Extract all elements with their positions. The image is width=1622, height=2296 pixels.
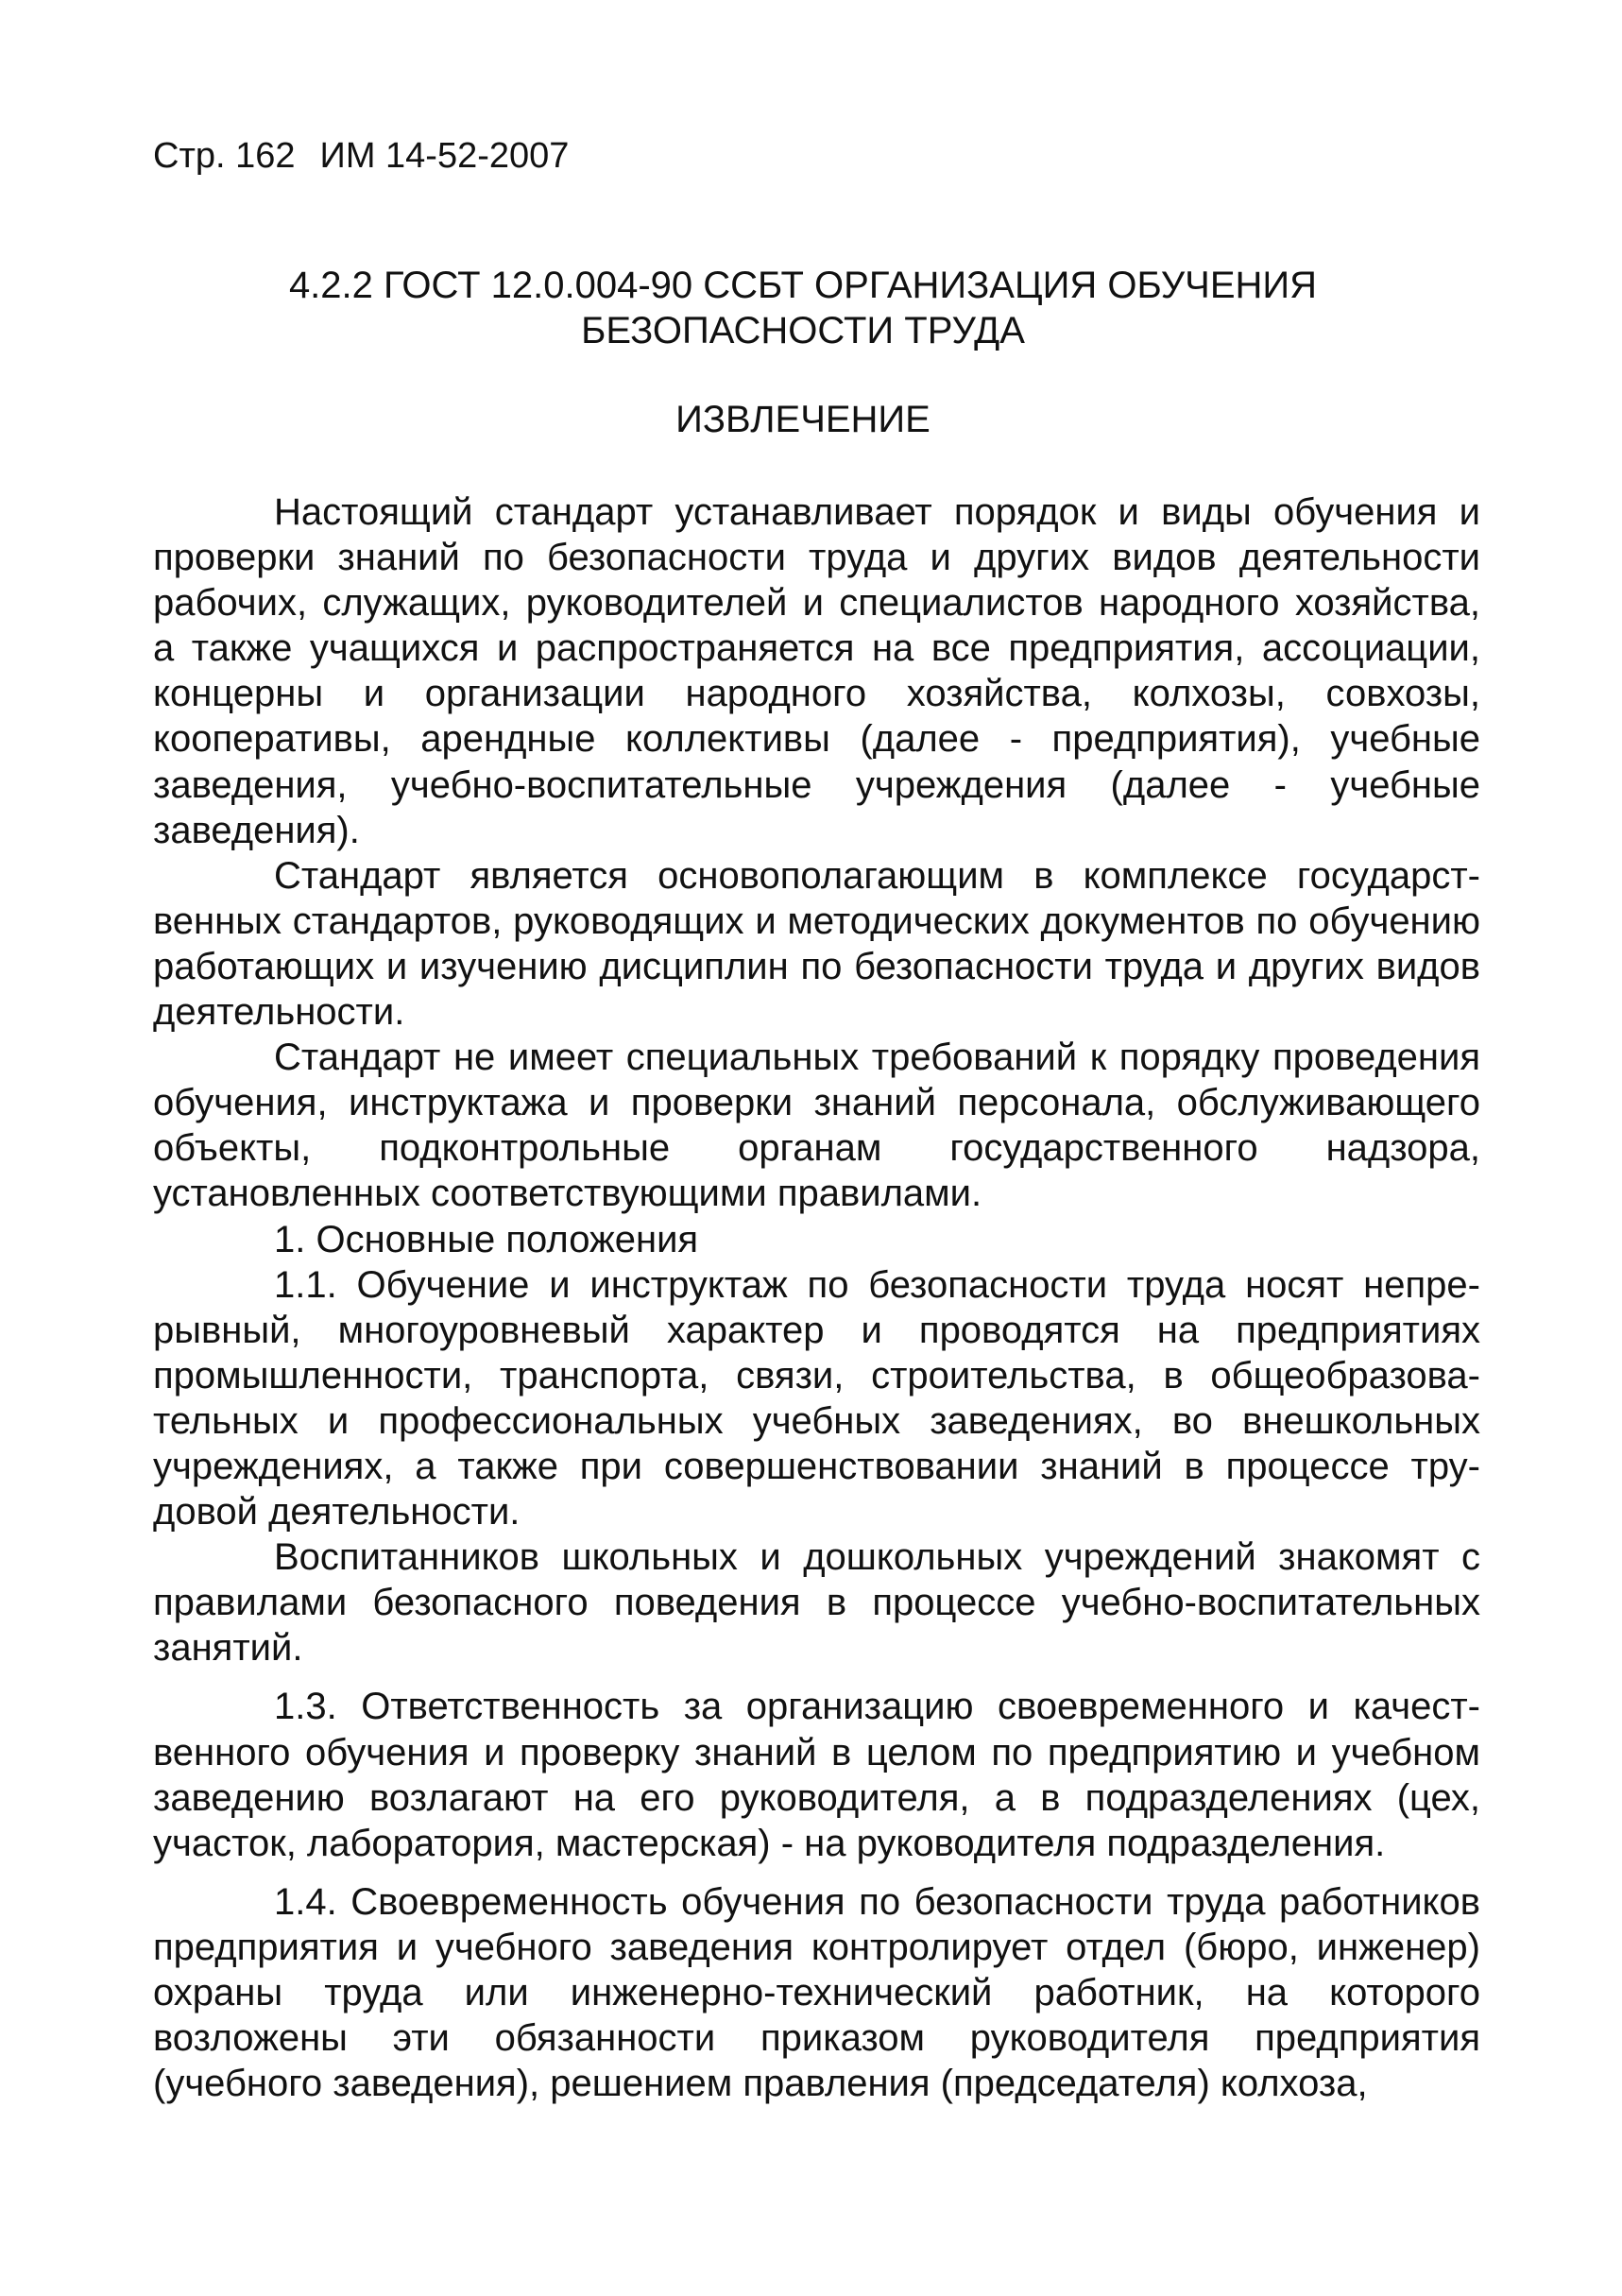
extract-heading: ИЗВЛЕЧЕНИЕ [675, 399, 931, 440]
paragraph-scope: Настоящий стандарт устанавливает порядок и виды обучения и проверки знаний по безопасности труда и других видов деятельности рабочих, служащих, руководителей и специалистов народного хозяйства, а также учащихся и распространяется на все предприятия, ассоциации, концерны и организации народного хозяйства, колхозы, совхозы, кооперативы, арендные коллективы (далее - предприятия), учебные заведения, учебно-воспитательные учреждения (далее - учебные заведения). [153, 491, 1480, 851]
page-number-label: Стр. 162 [153, 136, 296, 176]
paragraph-1-4: 1.4. Своевременность обучения по безопасности труда работников предприятия и учебного заведения контролирует отдел (бюро, инженер) охраны труда или инженерно-технический работник, на которого возложены эти обязанности приказом руководителя предприятия (учебного заведения), решением правления (председателя) колхоза, [153, 1880, 1480, 2105]
section-title [142, 263, 1464, 353]
section-title-line-1: 4.2.2 ГОСТ 12.0.004-90 ССБТ ОРГАНИЗАЦИЯ ОБУЧЕНИЯ [288, 265, 1318, 306]
paragraph-pupils: Воспитанников школьных и дошкольных учреждений знакомят с правилами безопасного поведения в процессе учебно-воспитательных занятий. [153, 1536, 1480, 1670]
paragraph-1-3: 1.3. Ответственность за организацию своевременного и качественного обучения и проверку знаний в целом по предприятию и учебном заведению возлагают на его руководителя, а в подразделениях (цех, участок, лаборатория, мастерская) - на руководителя подразделения. [153, 1686, 1480, 1864]
page-header [153, 134, 569, 178]
section-title-line-2: БЕЗОПАСНОСТИ ТРУДА [581, 310, 1025, 351]
paragraph-foundation: Стандарт является основополагающим в комплексе государственных стандартов, руководящих и методических документов по обучению работающих и изучению дисциплин по безопасности труда и других видов деятельности. [153, 854, 1480, 1034]
paragraph-1-1: 1.1. Обучение и инструктаж по безопасности труда носят непрерывный, многоуровневый характер и проводятся на предприятиях промышленности, транспорта, связи, строительства, в общеобразовательных и профессиональных учебных заведениях, во внешкольных учреждениях, а также при совершенствовании знаний в процессе трудовой деятельности. [153, 1263, 1480, 1534]
section-heading-basic-provisions: 1. Основные положения [274, 1218, 699, 1260]
paragraph-no-special-requirements: Стандарт не имеет специальных требований к порядку проведения обучения, инструктажа и проверки знаний персонала, обслуживающего объекты, подконтрольные органам государственного надзора, установленных соответствующими правилами. [153, 1037, 1480, 1215]
document-code: ИМ 14-52-2007 [319, 136, 570, 176]
document-body [153, 489, 1480, 2106]
